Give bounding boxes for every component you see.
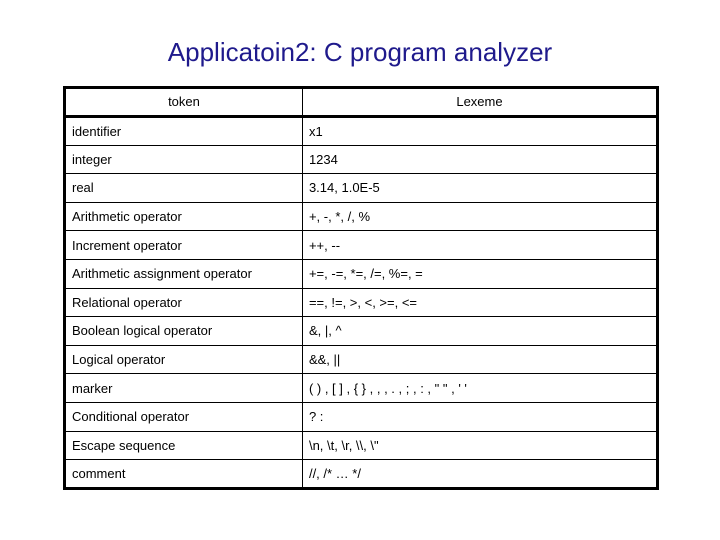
table-header-row xyxy=(65,88,658,117)
lexeme-cell: 3.14, 1.0E-5 xyxy=(302,174,657,203)
token-cell: integer xyxy=(65,145,303,174)
table-row xyxy=(65,174,658,203)
token-cell: Logical operator xyxy=(65,345,303,374)
column-header-lexeme: Lexeme xyxy=(302,88,657,117)
table-row xyxy=(65,374,658,403)
token-cell: Arithmetic operator xyxy=(65,202,303,231)
token-cell: Arithmetic assignment operator xyxy=(65,259,303,288)
lexeme-cell: +, -, *, /, % xyxy=(302,202,657,231)
token-cell: Increment operator xyxy=(65,231,303,260)
table-row xyxy=(65,460,658,489)
table-row xyxy=(65,145,658,174)
lexeme-cell: +=, -=, *=, /=, %=, = xyxy=(302,259,657,288)
lexeme-cell: x1 xyxy=(302,117,657,146)
lexeme-cell: 1234 xyxy=(302,145,657,174)
slide-title: Applicatoin2: C program analyzer xyxy=(167,37,553,67)
token-cell: marker xyxy=(65,374,303,403)
token-cell: Boolean logical operator xyxy=(65,317,303,346)
table-row xyxy=(65,345,658,374)
table-row xyxy=(65,402,658,431)
table-row xyxy=(65,259,658,288)
token-cell: comment xyxy=(65,460,303,489)
table-row xyxy=(65,431,658,460)
token-cell: Relational operator xyxy=(65,288,303,317)
lexeme-cell: ++, -- xyxy=(302,231,657,260)
lexeme-cell: ==, !=, >, <, >=, <= xyxy=(302,288,657,317)
lexeme-cell: \n, \t, \r, \\, \" xyxy=(302,431,657,460)
table-row xyxy=(65,317,658,346)
table-row xyxy=(65,288,658,317)
token-cell: real xyxy=(65,174,303,203)
lexeme-cell: &, |, ^ xyxy=(302,317,657,346)
token-cell: identifier xyxy=(65,117,303,146)
token-lexeme-table xyxy=(63,86,659,490)
token-cell: Conditional operator xyxy=(65,402,303,431)
lexeme-cell: &&, || xyxy=(302,345,657,374)
table-row xyxy=(65,202,658,231)
lexeme-cell: ? : xyxy=(302,402,657,431)
lexeme-cell: ( ) , [ ] , { } , , , . , ; , : , " " , ' ' xyxy=(302,374,657,403)
table-row xyxy=(65,231,658,260)
table-row xyxy=(65,117,658,146)
lexeme-cell: //, /* … */ xyxy=(302,460,657,489)
token-cell: Escape sequence xyxy=(65,431,303,460)
column-header-token: token xyxy=(65,88,303,117)
